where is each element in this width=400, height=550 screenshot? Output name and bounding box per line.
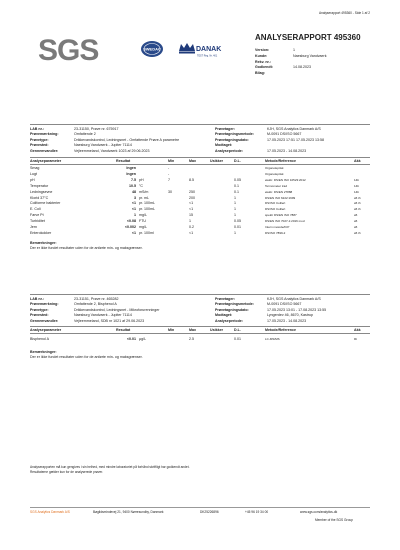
cell-unit: pr. 100mL (139, 207, 155, 212)
cell-max: 200 (189, 195, 195, 200)
cell-result: <0.01 (126, 337, 136, 341)
column-header: Max (189, 328, 196, 332)
cell-dl: 0.01 (234, 225, 241, 229)
info-label: Prøvetype: (30, 137, 49, 142)
cell-dl: 1 (234, 213, 236, 218)
column-header: Metode/Reference (265, 328, 296, 332)
cell-result: <1 (131, 230, 136, 235)
cell-acc: a5 (354, 225, 358, 229)
cell-method: DS/EN ISO 6222:1999 (265, 195, 296, 200)
cell-result: Ingen (126, 166, 136, 170)
meta-label: Bilag: (255, 71, 265, 76)
cell-unit: pr. 100ml (139, 230, 154, 235)
cell-max: 15 (189, 213, 193, 218)
cell-result: 10.5 (129, 183, 136, 188)
cell-param: Smag (30, 166, 40, 170)
info-value: 23-31151, Prøve nr. 465282 (74, 297, 119, 301)
cell-min: 7 (168, 177, 170, 182)
info-value: 17.05.2023 - 14.08.2023 (267, 148, 307, 153)
info-value: Lyngerdev 46, 8670, Kastrup (267, 313, 314, 318)
meta-value: 14.08.2023 (293, 65, 311, 70)
cell-method: LC-MS/MS (265, 337, 280, 341)
cell-method: Organoleptisk (265, 171, 284, 176)
info-value: M-0091 DS/ISO 5667 (267, 302, 302, 307)
column-header: Akk (354, 328, 361, 332)
cell-acc: 14b (354, 189, 360, 194)
column-header: Usikker (210, 159, 223, 163)
info-label: LAB nr.: (30, 297, 44, 301)
footer-web: www.sgs.com/analytics-dk (300, 510, 338, 514)
meta-value (293, 60, 373, 64)
info-label: Prøvetager: (215, 297, 235, 301)
cell-acc: a5 th (354, 207, 361, 212)
cell-max: 0.2 (189, 225, 194, 229)
column-header: Min (168, 159, 175, 163)
cell-dl: 0.05 (234, 177, 241, 182)
remark-label: Bemærkninger: (30, 241, 57, 245)
report-meta (255, 48, 373, 75)
cell-unit: pr. mL (139, 195, 149, 200)
cell-acc: Rt (354, 337, 357, 341)
cell-method: DS/ISO Colilert (265, 207, 286, 212)
cell-method: elektr. DS/EN ISO 10523:2012 (265, 177, 306, 182)
cell-param: Lugt (30, 171, 37, 176)
column-header: D.L. (234, 328, 241, 332)
sample-info-left-1 (30, 127, 194, 153)
info-value: 23-31150, Prøve nr. 675917 (74, 127, 119, 131)
cell-param: Enterokokker (30, 230, 52, 235)
cell-min: - (168, 166, 170, 170)
danak-label: DANAK (196, 46, 222, 53)
cell-method: DS/EN ISO 7027-1:2016 mod (265, 219, 305, 224)
info-value: KJH, SGS Analytics Danmark A/S (267, 297, 321, 301)
sgs-logo: SGS (38, 34, 99, 67)
info-value: Vejleemmeland, Vandvaerk 1023 af 29.06.2023 (74, 148, 150, 153)
cell-result: 7.5 (131, 177, 136, 182)
cell-max: <1 (189, 207, 194, 212)
cell-acc: a5 th (354, 195, 361, 200)
cell-unit: mg/L (139, 225, 147, 229)
cell-min: - (168, 171, 170, 176)
info-label: Gennemvandler: (30, 318, 59, 323)
signature-note: Analyserapporten må kun gengives i sin helhed, med mindre laboratoriet på forhånd skriftligt har godkendt andet. (30, 465, 190, 469)
column-header: D.L. (234, 159, 241, 163)
sample-info-right-2 (215, 297, 367, 323)
footer-cvr: DK25226896 (200, 510, 219, 514)
cell-dl: 1 (234, 230, 236, 235)
cell-method: DS/ISO Colilert (265, 201, 286, 206)
cell-result: <1 (131, 201, 136, 206)
sample-info-right-1 (215, 127, 367, 153)
remark-text: Der er ikke fundet resultater uden for de anførte min- og maksgrænser. (30, 246, 143, 250)
cell-param: Bisphenol A (30, 337, 49, 341)
cell-method: Organoleptisk (265, 166, 284, 170)
info-value: KJH, SGS Analytics Danmark A/S (267, 127, 321, 131)
info-value: Drikkevandskontrol, Ledningsnet - Mikroforurenninger (74, 307, 160, 312)
cell-param: E. Coli (30, 207, 41, 212)
info-value: 17.05.2023 - 14.08.2023 (267, 318, 307, 323)
info-label: Prøvested: (30, 313, 49, 318)
info-label: Analyseperiode: (215, 148, 243, 153)
cell-dl: 0.01 (234, 337, 241, 341)
info-value: Naesburg Vandvaerk - Jupiter 71114 (74, 143, 132, 148)
info-label: LAB nr.: (30, 127, 44, 131)
info-label: Modtaget: (215, 143, 233, 148)
cell-param: Coliforme bakterier (30, 201, 61, 206)
info-value: 17.05.2023 17:51 17.05.2023 13:58 (267, 137, 324, 142)
cell-acc: 14b (354, 183, 360, 188)
cell-acc: a5 (354, 219, 358, 224)
column-header: Analyseparameter (30, 159, 62, 163)
cell-result: 48 (132, 189, 136, 194)
meta-label: Version: (255, 48, 270, 52)
info-label: Prøvemærkning: (30, 132, 59, 137)
column-header: Min (168, 328, 175, 332)
footer-company: SGS Analytics Danmark A/S (30, 510, 70, 514)
meta-label: Kunde: (255, 53, 268, 58)
info-label: Prøvetagningsdato: (215, 137, 249, 142)
cell-max: 1 (189, 219, 191, 224)
cell-method: elektr. DS/EN 27888 (265, 189, 293, 194)
swedac-logo (140, 40, 164, 58)
cell-min: 30 (168, 189, 172, 194)
column-header: Resultat (116, 328, 131, 332)
cell-acc: a5 (354, 213, 358, 218)
cell-max: <1 (189, 230, 194, 235)
info-label: Prøvetagningsmetode: (215, 302, 254, 307)
info-value (267, 143, 367, 147)
column-header: Max (189, 159, 196, 163)
cell-max: 2.5 (189, 337, 194, 341)
info-value: Omfattende 2, Bisphenol A (74, 302, 117, 307)
column-header: Resultat (116, 159, 131, 163)
cell-dl: 1 (234, 207, 236, 212)
cell-result: Ingen (126, 171, 136, 176)
info-label: Prøvested: (30, 143, 49, 148)
cell-max: 250 (189, 189, 195, 194)
danak-sub: TEST Reg. Nr. 401 (197, 54, 218, 58)
cell-dl: 1 (234, 201, 236, 206)
page-indicator: Analyserapport 495360 - Side 1 af 2 (318, 11, 370, 15)
footer-address: Bøgildsmindevej 21, 9400 Nørresundby, Danmark (93, 510, 164, 514)
meta-value: Naesburg Vandvaerk (293, 53, 327, 58)
cell-result: <0.08 (126, 219, 136, 224)
remark-label: Bemærkninger: (30, 350, 57, 354)
info-label: Prøvetagningsmetode: (215, 132, 254, 137)
info-label: Prøvetype: (30, 307, 49, 312)
info-label: Modtaget: (215, 313, 233, 318)
cell-result: 1 (134, 213, 136, 218)
cell-max: <1 (189, 201, 194, 206)
cell-param: Temperatur (30, 183, 49, 188)
info-value: Vejleemmeland, SDB nr 1021 af 29.06.2023 (74, 318, 145, 323)
cell-param: pH (30, 177, 35, 182)
cell-result: <0.002 (124, 225, 136, 229)
cell-acc: a5 th (354, 230, 361, 235)
cell-dl: 0.05 (234, 219, 241, 224)
info-label: Analyseperiode: (215, 318, 243, 323)
column-header: Usikker (210, 328, 223, 332)
danak-logo (175, 39, 223, 59)
info-label: Prøvetager: (215, 127, 235, 131)
signature-note-2: Resultaterne gælder kun for de analyserede prøver. (30, 470, 103, 474)
sample-info-left-2 (30, 297, 194, 323)
cell-param: Farve Pt (30, 213, 44, 218)
cell-unit: mg/L (139, 213, 147, 218)
cell-method: Termometer trad (265, 183, 288, 188)
info-label: Prøvetagningsdato: (215, 307, 249, 312)
cell-dl: 1 (234, 195, 236, 200)
footer-member: Member of the SGS Group (315, 518, 353, 522)
cell-unit: °C (139, 183, 144, 188)
cell-unit: FTU (139, 219, 146, 224)
cell-max: 8.5 (189, 177, 194, 182)
cell-method: Intern metode/ICP (265, 225, 290, 229)
cell-acc: a5 th (354, 201, 361, 206)
cell-unit: pH (139, 177, 144, 182)
info-label: Prøvemærkning: (30, 302, 59, 307)
swedac-label: SWEDAC (143, 46, 161, 52)
column-header: Analyseparameter (30, 328, 62, 332)
cell-result: 3 (134, 195, 136, 200)
cell-result: <1 (131, 207, 136, 212)
info-value: Omfattende 2 (74, 132, 96, 137)
cell-method: DS/ISO 7899-2 (265, 230, 286, 235)
cell-param: Klorid 37°C (30, 195, 49, 200)
remark-text: Der er ikke fundet resultater uden for de anførte min- og maksgrænser. (30, 355, 143, 359)
info-value: M-0091 DS/ISO 5667 (267, 132, 302, 137)
cell-acc: 14b (354, 177, 360, 182)
cell-unit: pr. 100mL (139, 201, 155, 206)
meta-value (293, 71, 373, 75)
info-value: Drikkevandskontrol, Ledningsnet - Omfattende Prøve A parametre (74, 137, 180, 142)
report-title: ANALYSERAPPORT 495360 (255, 33, 361, 42)
cell-unit: µg/L (139, 337, 147, 341)
cell-param: Ledningsevne (30, 189, 53, 194)
info-value: 17.05.2023 13:01 - 17.08.2023 13:55 (267, 307, 327, 312)
cell-param: Turbiditet (30, 219, 45, 224)
cell-param: Jern (30, 225, 37, 229)
cell-method: spektr DS/EN ISO 7887 (265, 213, 297, 218)
meta-label: Godkendt: (255, 65, 273, 70)
meta-label: Rekv. nr.: (255, 59, 271, 64)
column-header: Akk (354, 159, 361, 163)
cell-dl: 0.1 (234, 189, 239, 194)
meta-value: 1 (293, 48, 295, 52)
column-header: Metode/Reference (265, 159, 296, 163)
footer-phone: +45 96 19 34 00 (245, 510, 269, 514)
cell-unit: mS/m (139, 189, 149, 194)
info-value: Naesburg Vandvaerk - Jupiter 71114 (74, 313, 132, 318)
info-label: Gennemvandler: (30, 148, 59, 153)
cell-dl: 0.1 (234, 183, 239, 188)
